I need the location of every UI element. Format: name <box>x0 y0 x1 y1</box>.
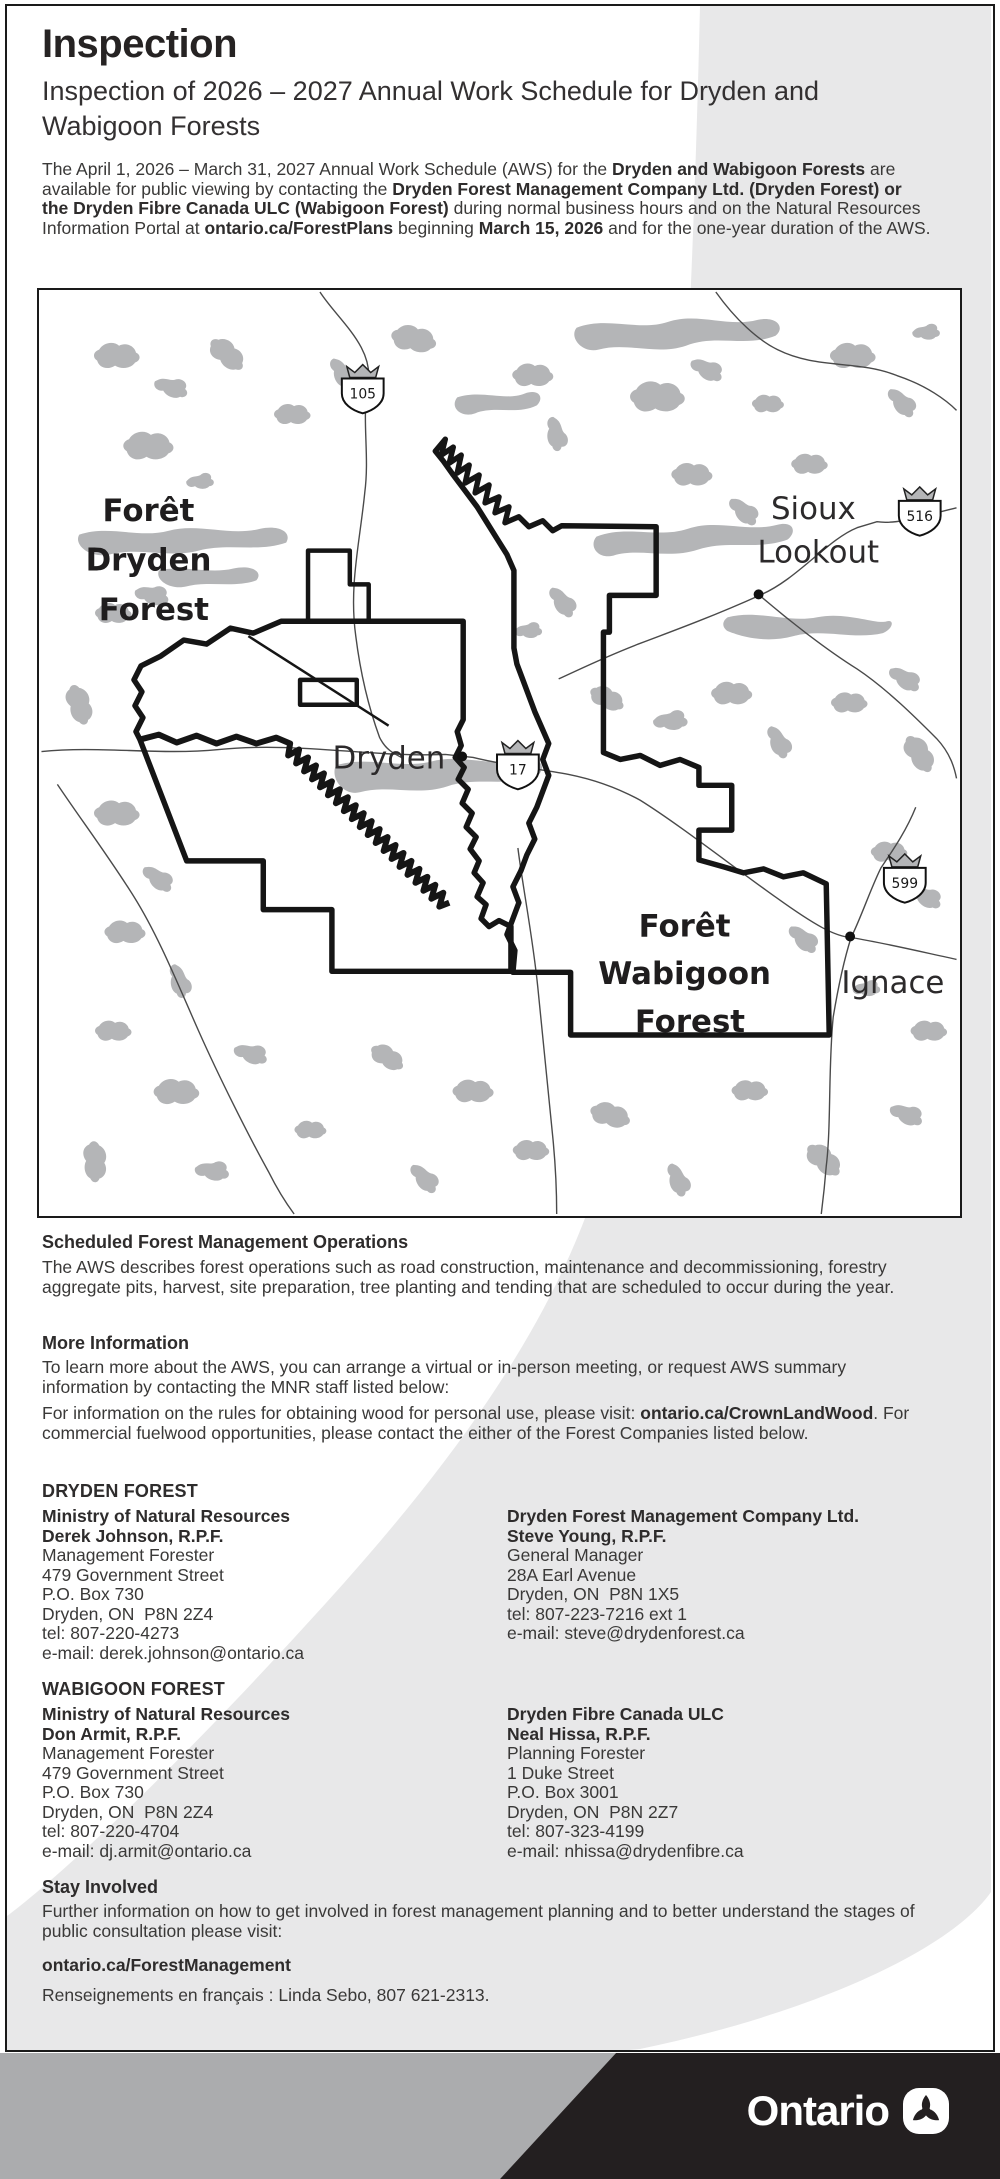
contact-line: Dryden, ON P8N 2Z7 <box>507 1801 679 1822</box>
forest-management-link[interactable]: ontario.ca/ForestManagement <box>42 1955 291 1975</box>
dryden-dot <box>457 752 467 762</box>
ignace-label: Ignace <box>841 965 945 1002</box>
intro-paragraph: The April 1, 2026 – March 31, 2027 Annual Work Schedule (AWS) for the Dryden and Wabigoon Forests are available for public viewing by contacting the Dryden Forest Management Company Ltd. (Dryden Forest) or the Dryden Fibre Canada ULC (Wabigoon Forest) during normal business hours and on the Natural Resources Information Portal at ontario.ca/ForestPlans beginning March 15, 2026 and for the one-year duration of the AWS. <box>42 159 931 238</box>
contact-line: Dryden Fibre Canada ULC <box>507 1704 724 1724</box>
contact-line: e-mail: derek.johnson@ontario.ca <box>42 1642 304 1663</box>
page-subtitle: Inspection of 2026 – 2027 Annual Work Schedule for Dryden and Wabigoon Forests <box>42 76 820 142</box>
contact-line: Dryden, ON P8N 1X5 <box>507 1584 680 1604</box>
wabigoon-forest-contacts <box>42 1705 932 1861</box>
ontario-logo <box>747 2087 950 2135</box>
contact-line: tel: 807-223-7216 ext 1 <box>507 1603 687 1624</box>
scheduled-operations-body: The AWS describes forest operations such as road construction, maintenance and decommissioning, forestry aggregate pits, harvest, site preparation, tree planting and tending that are scheduled to occur during the year. <box>42 1257 895 1297</box>
contact-line: 479 Government Street <box>42 1762 224 1783</box>
more-information-body: To learn more about the AWS, you can arrange a virtual or in-person meeting, or request AWS summary information by contacting the MNR staff listed below: <box>42 1357 847 1397</box>
wabigoon-forest-heading: WABIGOON FOREST <box>42 1679 225 1699</box>
contact-card-company-wabigoon <box>507 1705 932 1861</box>
forest-map <box>37 288 962 1218</box>
svg-text:105: 105 <box>349 386 377 403</box>
contact-line: e-mail: nhissa@drydenfibre.ca <box>507 1840 744 1861</box>
contact-line: e-mail: dj.armit@ontario.ca <box>42 1840 252 1861</box>
contact-line: Derek Johnson, R.P.F. <box>42 1525 224 1546</box>
dryden-forest-label: Forêt Dryden Forest <box>85 492 212 629</box>
contact-line: e-mail: steve@drydenforest.ca <box>507 1623 745 1643</box>
svg-text:17: 17 <box>509 762 527 779</box>
stay-involved-body: Further information on how to get involved in forest management planning and to better understand the stages of public consultation please visit: <box>42 1901 915 1941</box>
stay-involved-heading: Stay Involved <box>42 1877 159 1897</box>
contact-line: Ministry of Natural Resources <box>42 1506 290 1526</box>
contact-line: 1 Duke Street <box>507 1762 614 1783</box>
contact-line: Dryden Forest Management Company Ltd. <box>507 1506 859 1526</box>
wood-info-paragraph: For information on the rules for obtaining wood for personal use, please visit: ontario.ca/CrownLandWood. For commercial fuelwood opportunities, please contact the either of the Forest Companies listed below. <box>42 1403 910 1443</box>
contact-line: Management Forester <box>42 1545 215 1565</box>
contact-line: Ministry of Natural Resources <box>42 1704 290 1724</box>
contact-card-company-dryden <box>507 1507 932 1663</box>
contact-line: Dryden, ON P8N 2Z4 <box>42 1801 214 1822</box>
more-information-heading: More Information <box>42 1333 189 1353</box>
highway-shield-17 <box>497 741 539 790</box>
contact-line: tel: 807-220-4273 <box>42 1623 180 1643</box>
contact-line: Don Armit, R.P.F. <box>42 1723 182 1744</box>
trillium-icon <box>902 2087 950 2135</box>
wabigoon-forest-label: Forêt Wabigoon Forest <box>598 908 771 1040</box>
sioux-lookout-dot <box>754 589 764 599</box>
highway-shield-105 <box>342 365 384 414</box>
ontario-wordmark: Ontario <box>746 2087 889 2134</box>
contact-line: tel: 807-323-4199 <box>507 1821 645 1841</box>
contact-line: Steve Young, R.P.F. <box>507 1525 667 1546</box>
contact-card-mnr-dryden <box>42 1507 507 1663</box>
contact-line: Neal Hissa, R.P.F. <box>507 1723 651 1744</box>
page-title: Inspection <box>42 22 238 66</box>
contact-line: Dryden, ON P8N 2Z4 <box>42 1603 214 1624</box>
contact-line: P.O. Box 730 <box>42 1584 144 1604</box>
svg-text:599: 599 <box>891 875 919 892</box>
contact-line: 479 Government Street <box>42 1564 224 1585</box>
contact-line: P.O. Box 3001 <box>507 1782 619 1802</box>
dryden-forest-contacts <box>42 1507 932 1663</box>
highway-shield-599 <box>884 854 926 903</box>
contact-line: tel: 807-220-4704 <box>42 1821 180 1841</box>
dryden-label: Dryden <box>332 740 446 777</box>
svg-text:516: 516 <box>906 508 933 525</box>
contact-line: 28A Earl Avenue <box>507 1564 637 1585</box>
contact-card-mnr-wabigoon <box>42 1705 507 1861</box>
sioux-lookout-label: Sioux Lookout <box>757 490 880 571</box>
contact-line: General Manager <box>507 1545 644 1565</box>
highway-shield-516 <box>899 487 941 536</box>
ignace-dot <box>845 932 855 942</box>
footer-bar <box>0 2053 1000 2179</box>
map-canvas <box>39 290 959 1215</box>
contact-line: P.O. Box 730 <box>42 1782 144 1802</box>
dryden-forest-heading: DRYDEN FOREST <box>42 1481 198 1501</box>
contact-line: Planning Forester <box>507 1743 646 1763</box>
scheduled-operations-heading: Scheduled Forest Management Operations <box>42 1232 409 1252</box>
dryden-forest-boundary <box>134 621 511 971</box>
road-lines <box>41 292 956 1214</box>
contact-line: Management Forester <box>42 1743 215 1763</box>
french-contact-note: Renseignements en français : Linda Sebo, 807 621-2313. <box>42 1985 490 2005</box>
